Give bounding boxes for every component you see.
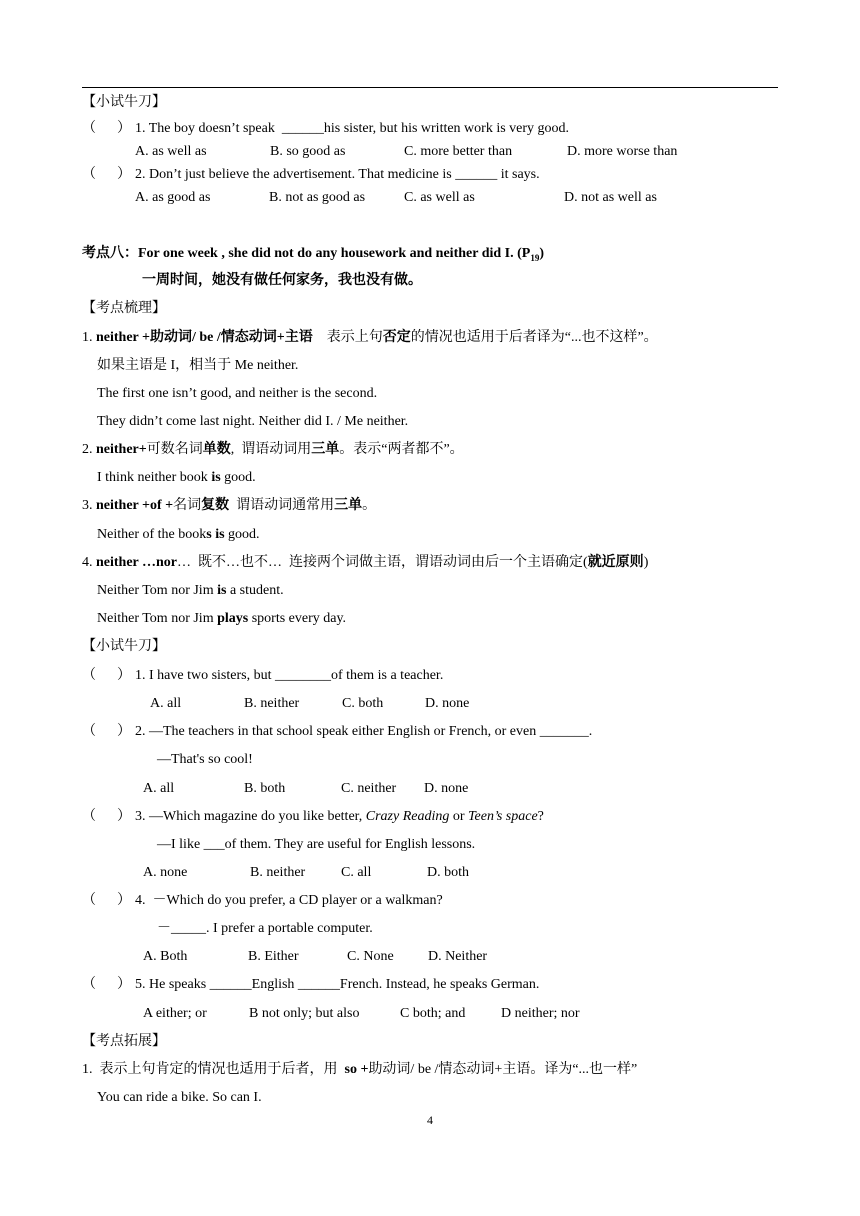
answer-bracket[interactable]: （ ）	[82, 893, 131, 908]
answer-bracket[interactable]: （ ）	[82, 167, 131, 182]
option-d[interactable]: D. more worse than	[567, 144, 678, 159]
example-text: a student.	[226, 583, 284, 598]
rule-text: … 既不…也不… 连接两个词做主语，谓语动词由后一个主语确定(	[177, 555, 588, 570]
rule-keyword: 复数	[201, 498, 230, 513]
option-d[interactable]: D. both	[427, 865, 469, 880]
example-text: Neither Tom nor Jim	[97, 583, 218, 598]
rule-text: 表示上句	[312, 330, 383, 345]
rule-note: 如果主语是 I，相当于 Me neither.	[97, 358, 299, 373]
option-b[interactable]: B not only; but also	[249, 1006, 360, 1021]
example-emphasis: is	[217, 583, 227, 598]
option-c[interactable]: C. all	[341, 865, 372, 880]
rule-text: 可数名词	[146, 442, 203, 457]
question-stem: 2. —The teachers in that school speak either English or French, or even _______.	[135, 724, 593, 739]
rule-keyword: 三单	[311, 442, 340, 457]
question-stem: 1. The boy doesn’t speak ______his sister, but his written work is very good.	[135, 121, 570, 136]
option-d[interactable]: D neither; nor	[501, 1006, 580, 1021]
question-stem: 1. I have two sisters, but ________of them is a teacher.	[135, 668, 444, 683]
answer-bracket[interactable]: （ ）	[82, 809, 131, 824]
question-stem: 2. Don’t just believe the advertisement. That medicine is ______ it says.	[135, 167, 540, 182]
question-reply: —That's so cool!	[157, 752, 253, 767]
example-text: I think neither book	[97, 470, 212, 485]
example-sentence	[97, 582, 284, 600]
question-reply: －_____. I prefer a portable computer.	[157, 921, 373, 936]
example-sentence	[97, 610, 346, 628]
answer-bracket[interactable]: （ ）	[82, 724, 131, 739]
rule-number: 4.	[82, 555, 96, 570]
rule-3	[82, 497, 376, 515]
rule-number: 1.	[82, 330, 96, 345]
answer-bracket[interactable]: （ ）	[82, 977, 131, 992]
page-number: 4	[427, 1113, 433, 1127]
example-sentence	[97, 526, 260, 544]
example-emphasis: s is	[206, 527, 225, 542]
option-a[interactable]: A either; or	[143, 1006, 207, 1021]
question-text: ?	[537, 809, 544, 824]
example-emphasis: is	[211, 470, 221, 485]
option-a[interactable]: A. as well as	[135, 144, 207, 159]
header-rule	[82, 87, 778, 88]
example-text: good.	[224, 527, 260, 542]
point-translation: 一周时间，她没有做任何家务，我也没有做。	[142, 273, 422, 288]
example-emphasis: plays	[217, 611, 249, 626]
rule-pattern: neither +of +	[96, 498, 174, 513]
rule-text: 的情况也适用于后者译为“...也不这样”。	[410, 330, 658, 345]
rule-2	[82, 441, 464, 459]
option-d[interactable]: D. Neither	[428, 949, 488, 964]
section-heading: 【考点梳理】	[82, 301, 166, 316]
section-heading: 【小试牛刀】	[82, 639, 166, 654]
option-b[interactable]: B. Either	[248, 949, 299, 964]
option-c[interactable]: C both; and	[400, 1006, 466, 1021]
section-heading: 【考点拓展】	[82, 1034, 166, 1049]
option-d[interactable]: D. none	[425, 696, 470, 711]
question-stem	[135, 808, 544, 826]
answer-bracket[interactable]: （ ）	[82, 668, 131, 683]
example-text: good.	[220, 470, 256, 485]
close-paren: )	[539, 246, 544, 261]
question-stem: 5. He speaks ______English ______French. Instead, he speaks German.	[135, 977, 540, 992]
option-b[interactable]: B. neither	[250, 865, 306, 880]
rule-pattern: neither+	[96, 442, 147, 457]
rule-text: 。	[362, 498, 377, 513]
rule-text: 助动词/ be /情态动词+主语。译为“...也一样”	[368, 1062, 638, 1077]
example-text: Neither Tom nor Jim	[97, 611, 218, 626]
option-a[interactable]: A. as good as	[135, 190, 211, 205]
option-a[interactable]: A. all	[150, 696, 182, 711]
option-a[interactable]: A. Both	[143, 949, 188, 964]
rule-keyword: 就近原则	[587, 555, 644, 570]
example-sentence: They didn’t come last night. Neither did I. / Me neither.	[97, 414, 409, 429]
rule-text: )	[643, 555, 649, 570]
option-c[interactable]: C. more better than	[404, 144, 513, 159]
rule-pattern: neither …nor	[96, 555, 178, 570]
page-ref: 19	[530, 252, 540, 263]
rule-keyword: 否定	[382, 330, 411, 345]
extension-rule	[82, 1061, 637, 1079]
rule-text: , 谓语动词用	[230, 442, 312, 457]
rule-keyword: 单数	[202, 442, 231, 457]
point-sentence: For one week , she did not do any housework and neither did I. (P	[138, 246, 531, 261]
example-sentence: You can ride a bike. So can I.	[97, 1090, 262, 1105]
option-b[interactable]: B. both	[244, 781, 286, 796]
option-c[interactable]: C. as well as	[404, 190, 475, 205]
point-label: 考点八：	[82, 246, 138, 261]
rule-text: 名词	[173, 498, 202, 513]
option-a[interactable]: A. all	[143, 781, 175, 796]
section-heading: 【小试牛刀】	[82, 95, 166, 110]
option-c[interactable]: C. neither	[341, 781, 397, 796]
question-stem: 4. －Which do you prefer, a CD player or a walkman?	[135, 893, 443, 908]
rule-number: 2.	[82, 442, 96, 457]
option-d[interactable]: D. not as well as	[564, 190, 657, 205]
option-b[interactable]: B. not as good as	[269, 190, 366, 205]
rule-pattern: neither +助动词/ be /情态动词+主语	[96, 330, 313, 345]
option-b[interactable]: B. neither	[244, 696, 300, 711]
option-c[interactable]: C. None	[347, 949, 394, 964]
rule-4	[82, 554, 648, 572]
rule-1	[82, 329, 658, 347]
option-d[interactable]: D. none	[424, 781, 469, 796]
rule-keyword: 三单	[334, 498, 363, 513]
example-text: sports every day.	[248, 611, 347, 626]
point-title	[82, 245, 544, 267]
example-text: Neither of the book	[97, 527, 207, 542]
rule-text: 。表示“两者都不”。	[339, 442, 464, 457]
answer-bracket[interactable]: （ ）	[82, 121, 131, 136]
question-reply: —I like ___of them. They are useful for English lessons.	[157, 837, 476, 852]
example-sentence	[97, 469, 256, 487]
example-sentence: The first one isn’t good, and neither is the second.	[97, 386, 378, 401]
option-b[interactable]: B. so good as	[270, 144, 346, 159]
magazine-title: Crazy Reading	[365, 809, 450, 824]
option-a[interactable]: A. none	[143, 865, 188, 880]
rule-number: 3.	[82, 498, 96, 513]
question-text: or	[449, 809, 469, 824]
rule-text: 1. 表示上句肯定的情况也适用于后者，用	[82, 1062, 345, 1077]
magazine-title: Teen’s space	[468, 809, 538, 824]
option-c[interactable]: C. both	[342, 696, 384, 711]
rule-pattern: so +	[344, 1062, 369, 1077]
question-text: 3. —Which magazine do you like better,	[135, 809, 366, 824]
rule-text: 谓语动词通常用	[229, 498, 335, 513]
